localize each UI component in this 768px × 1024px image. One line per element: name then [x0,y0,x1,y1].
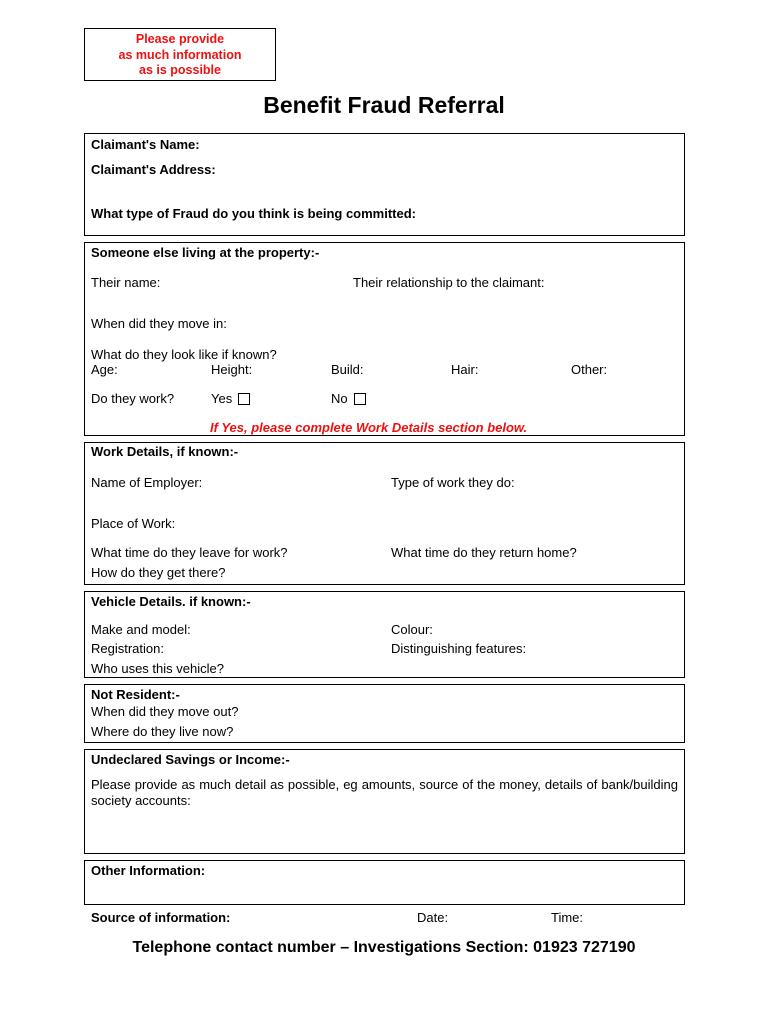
notice-line-3: as is possible [139,63,221,77]
their-name-label: Their name: [91,275,161,290]
vehicle-heading: Vehicle Details. if known:- [91,594,251,609]
page-title: Benefit Fraud Referral [263,92,505,118]
contact-footer: Telephone contact number – Investigations Section: 01923 727190 [132,939,636,956]
work-details-note: If Yes, please complete Work Details section below. [210,420,528,435]
colour-label: Colour: [391,622,433,637]
registration-label: Registration: [91,641,164,656]
yes-label: Yes [211,391,233,406]
fraud-type-label: What type of Fraud do you think is being committed: [91,206,416,221]
work-section [84,442,685,585]
notice-line-1: Please provide [135,32,225,46]
time-label: Time: [551,910,584,925]
claimant-name-label: Claimant's Name: [91,137,200,152]
return-time-label: What time do they return home? [391,545,577,560]
move-in-label: When did they move in: [91,316,227,331]
no-label: No [331,391,348,406]
other-label: Other: [571,362,608,377]
look-like-label: What do they look like if known? [91,347,277,362]
claimant-address-label: Claimant's Address: [91,162,216,177]
savings-section [84,749,685,854]
features-label: Distinguishing features: [391,641,527,656]
live-now-label: Where do they live now? [91,724,234,739]
household-section [84,242,685,436]
work-yes-option[interactable] [211,391,250,406]
hair-label: Hair: [451,362,479,377]
yes-checkbox[interactable] [238,393,250,405]
not-resident-heading: Not Resident:- [91,687,180,702]
get-there-label: How do they get there? [91,565,226,580]
info-notice [84,28,276,81]
other-info-section [84,860,685,905]
work-heading: Work Details, if known:- [91,444,239,459]
do-they-work-label: Do they work? [91,391,175,406]
age-label: Age: [91,362,118,377]
make-model-label: Make and model: [91,622,191,637]
no-checkbox[interactable] [354,393,366,405]
work-no-option[interactable] [331,391,366,406]
notice-line-2: as much information [118,47,242,62]
other-info-heading: Other Information: [91,863,206,878]
savings-heading: Undeclared Savings or Income:- [91,752,290,767]
place-of-work-label: Place of Work: [91,516,176,531]
not-resident-section [84,684,685,743]
vehicle-section [84,591,685,678]
employer-label: Name of Employer: [91,475,203,490]
who-uses-label: Who uses this vehicle? [91,661,224,676]
build-label: Build: [331,362,364,377]
moved-out-label: When did they move out? [91,704,239,719]
date-label: Date: [417,910,449,925]
leave-time-label: What time do they leave for work? [91,545,288,560]
height-label: Height: [211,362,253,377]
relationship-label: Their relationship to the claimant: [353,275,545,290]
household-heading: Someone else living at the property:- [91,245,320,260]
claimant-section [84,133,685,236]
type-of-work-label: Type of work they do: [391,475,515,490]
source-label: Source of information: [91,910,231,925]
savings-detail: Please provide as much detail as possible, eg amounts, source of the money, details of bank/building society accounts: [91,777,678,808]
